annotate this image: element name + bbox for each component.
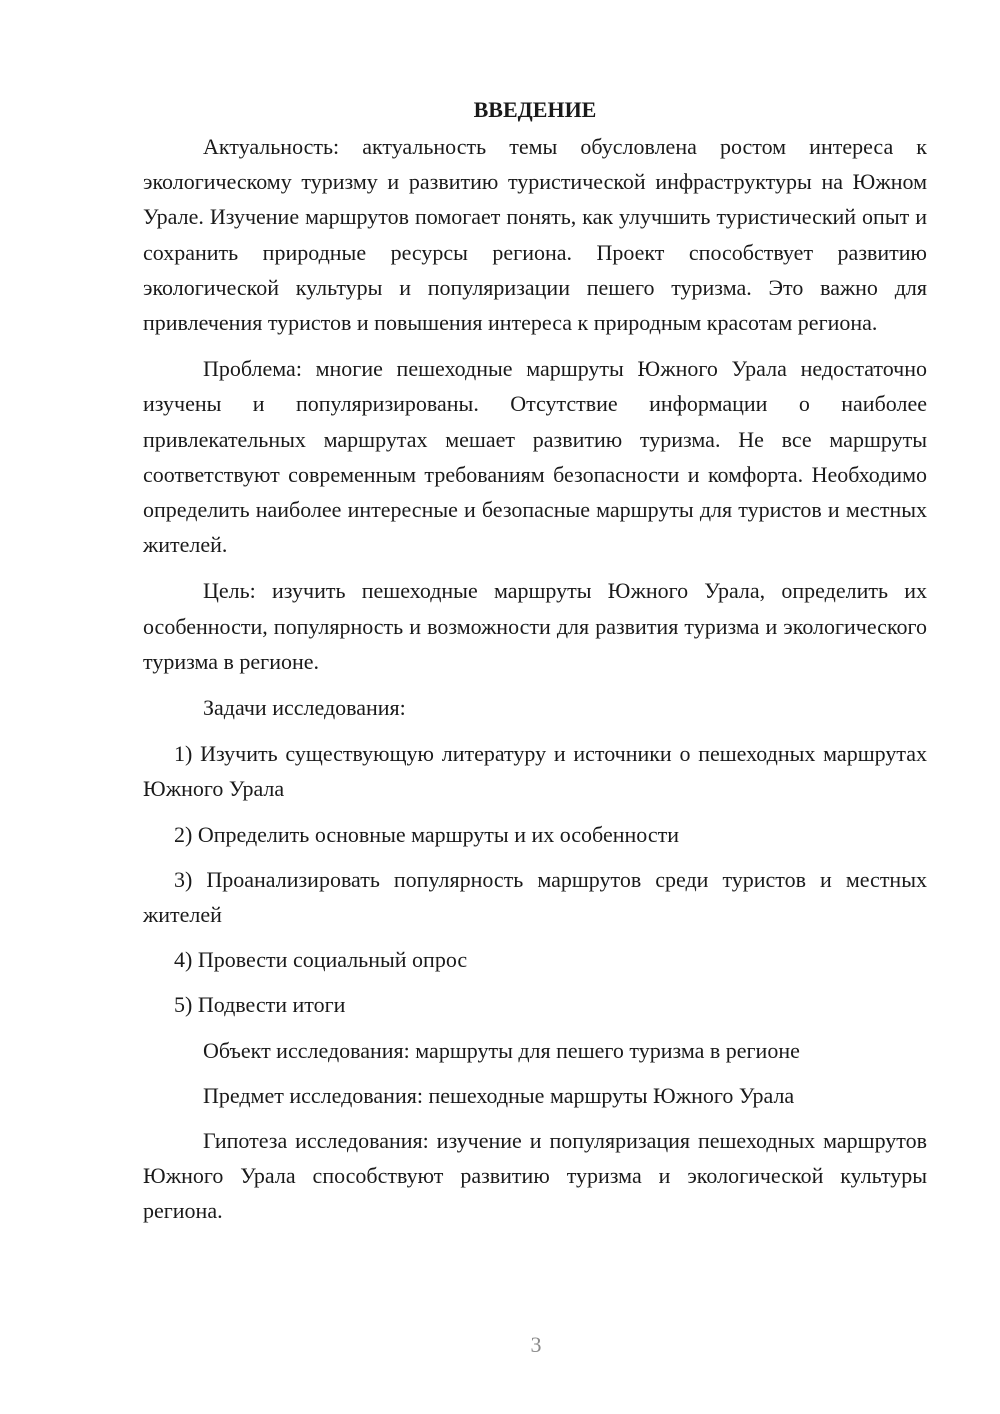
hypothesis-paragraph: Гипотеза исследования: изучение и популяризация пешеходных маршрутов Южного Урала способствуют развитию туризма и экологической культуры региона. [143,1128,927,1224]
research-subject-paragraph: Предмет исследования: пешеходные маршруты Южного Урала [203,1082,795,1108]
tasks-heading: Задачи исследования: [203,695,406,721]
section-heading: ВВЕДЕНИЕ [473,97,597,122]
problem-paragraph: Проблема: многие пешеходные маршруты Южного Урала недостаточно изучены и популяризированы. Отсутствие информации о наиболее привлекательных маршрутах мешает развитию туризма. Не все маршруты соответствуют современным требованиям безопасности и комфорта. Необходимо определить наиболее интересные и безопасные маршруты для туристов и местных жителей. [143,356,927,558]
task-item-3: 3) Проанализировать популярность маршрутов среди туристов и местных жителей [143,866,927,928]
task-item-4: 4) Провести социальный опрос [174,947,468,973]
task-item-1: 1) Изучить существующую литературу и источники о пешеходных маршрутах Южного Урала [143,741,927,802]
task-item-2: 2) Определить основные маршруты и их особенности [174,821,679,847]
task-item-5: 5) Подвести итоги [174,992,346,1018]
relevance-paragraph: Актуальность: актуальность темы обусловлена ростом интереса к экологическому туризму и развитию туристической инфраструктуры на Южном Урале. Изучение маршрутов помогает понять, как улучшить туристический опыт и сохранить природные ресурсы региона. Проект способствует развитию экологической культуры и популяризации пешего туризма. Это важно для привлечения туристов и повышения интереса к природным красотам региона. [143,134,927,336]
goal-paragraph: Цель: изучить пешеходные маршруты Южного Урала, определить их особенности, популярность и возможности для развития туризма и экологического туризма в регионе. [143,578,927,674]
research-object-paragraph: Объект исследования: маршруты для пешего туризма в регионе [203,1037,800,1063]
page-number: 3 [530,1332,542,1357]
page-content [143,92,927,1240]
